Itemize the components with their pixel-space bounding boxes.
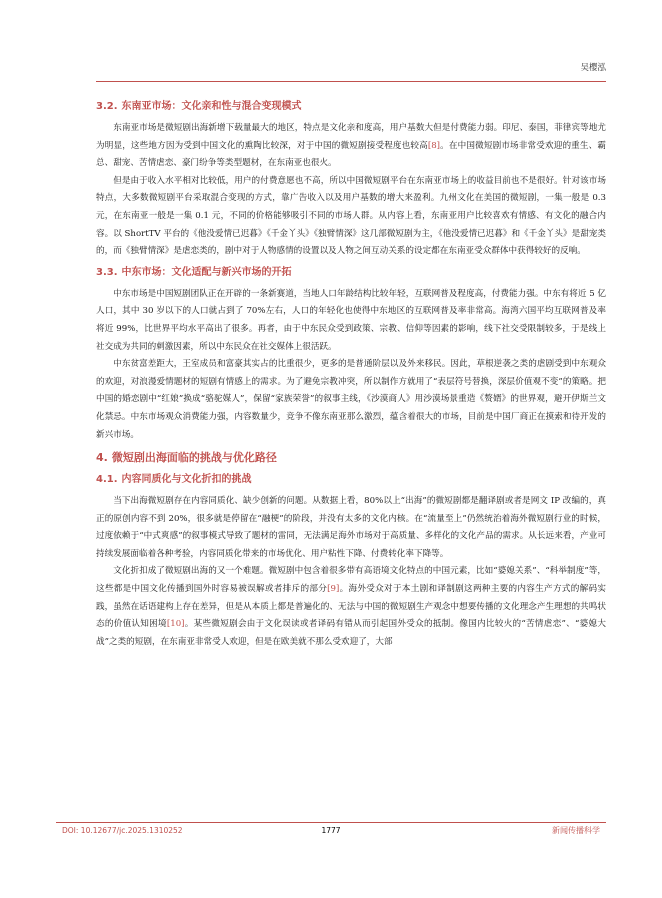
section-heading-3-3 bbox=[96, 264, 606, 282]
section-title: 微短剧出海面临的挑战与优化路径 bbox=[111, 451, 277, 465]
section-number: 4. bbox=[96, 451, 108, 465]
citation-link[interactable]: [8] bbox=[427, 140, 441, 151]
paragraph-text: 文化折扣成了微短剧出海的又一个难题。微短剧中包含着很多带有高语境文化特点的中国元素，比如“婆媳关系”、“科举制度”等，这些都是中国文化传播到国外时容易被误解或者排斥的部分 bbox=[96, 566, 606, 595]
paragraph-text: 东南亚市场是微短剧出海新增下载量最大的地区，特点是文化亲和度高，用户基数大但是付费能力弱。印尼、泰国，菲律宾等地尤为明显，这些地方因为受到中国文化的熏陶比较深，对于中国的微短剧接受程度也较高 bbox=[96, 123, 606, 151]
paragraph bbox=[96, 120, 606, 173]
page-number: 1777 bbox=[321, 826, 341, 835]
paragraph bbox=[96, 563, 606, 651]
footer-divider bbox=[56, 822, 606, 823]
section-title: 东南亚市场：文化亲和性与混合变现模式 bbox=[121, 101, 302, 112]
section-number: 3.2. bbox=[96, 101, 118, 112]
paragraph-text: 。海外受众对于本土剧和译制剧这两种主要的内容生产方式的解码实践，虽然在话语建构上存在差异，但是从本质上都是普遍化的、无法与中国的微短剧生产观念中想要传播的文化理念产生理想的共鸣状态的价值认知困境 bbox=[96, 584, 606, 630]
paragraph-text: 。在中国微短剧市场非常受欢迎的重生、霸总、甜宠、苦情虐恋、豪门纷争等类型题材，在东南亚也很火。 bbox=[96, 140, 606, 169]
journal-name: 新闻传播科学 bbox=[552, 826, 600, 835]
section-number: 4.1. bbox=[96, 474, 118, 486]
citation-link[interactable]: [10] bbox=[166, 619, 185, 630]
citation-link[interactable]: [9] bbox=[327, 584, 340, 595]
section-heading-4-1 bbox=[96, 471, 606, 489]
paragraph-text: 。某些微短剧会由于文化误读或者译码有错从而引起国外受众的抵制。像国内比较火的“苦情虐恋”、“婆媳大战”之类的短剧，在东南亚非常受人欢迎，但是在欧美就不那么受欢迎了，大部 bbox=[96, 619, 606, 647]
section-number: 3.3. bbox=[96, 266, 118, 278]
section-heading-3-2 bbox=[96, 98, 606, 116]
section-title: 内容同质化与文化折扣的挑战 bbox=[121, 474, 252, 486]
section-heading-4 bbox=[96, 448, 606, 468]
header-author: 吴樱泓 bbox=[580, 63, 606, 73]
paragraph: 但是由于收入水平相对比较低，用户的付费意愿也不高，所以中国微短剧平台在东南亚市场上的收益目前也不是很好。针对该市场特点，大多数微短剧平台采取混合变现的方式，靠广告收入以及用户基数的增大来盈利。九州文化在美国的微短剧，一集一般是 0.3 元，在东南亚一般是一集 0.1 元，不同的价格能够吸引不同的市场人群。从内容上看，东南亚用户比较喜欢有情感、有文化的融合内容。以 ShortTV 平台的《他没爱情已迟暮》《千金丫头》《独臂情深》这几部微短剧为主，《他没爱情已迟暮》和《千金丫头》是甜宠类的，而《独臂情深》是虐恋类的，剧中对于人物感情的设置以及人物之间互动关系的设定都在东南亚受众群体中获得较好的反响。 bbox=[96, 175, 606, 257]
paragraph: 当下出海微短剧存在内容同质化、缺少创新的问题。从数据上看，80%以上“出海”的微短剧都是翻译剧或者是网文 IP 改编的，真正的原创内容不到 20%，很多就是停留在“融梗”的阶段，并没有太多的文化内核。在“流量至上”仍然统治着海外微短剧行业的时候，过度依赖于“中式爽感”的叙事模式导致了题材的雷同，无法满足海外市场对于高质量、多样化的文化产品的需求。从长远来看，产业可持续发展面临着各种考验，内容同质化带来的市场优化、用户粘性下降、付费转化率下降等。 bbox=[96, 496, 606, 559]
paragraph: 中东市场是中国短剧团队正在开辟的一条新赛道，当地人口年龄结构比较年轻，互联网普及程度高，付费能力强。中东有将近 5 亿人口，其中 30 岁以下的人口就占到了 70%左右，人口的年轻化也使得中东地区的互联网普及率非常高。海湾六国平均互联网普及率将近 99%，比世界平均水平高出了很多。再者，由于中东民众受到政策、宗教、信仰等因素的影响，线下社交受限制较多，于是线上社交成为共同的刺激因素，所以中东民众在社交媒体上很活跃。 bbox=[96, 288, 606, 352]
main-content bbox=[96, 95, 606, 651]
footer-doi[interactable]: DOI: 10.12677/jc.2025.1310252 bbox=[62, 826, 183, 835]
header-divider bbox=[96, 81, 606, 82]
paragraph: 中东贫富差距大，王室成员和富豪其实占的比重很少，更多的是普通阶层以及外来移民。因此，草根逆袭之类的虐剧受到中东观众的欢迎，对浪漫爱情题材的短剧有情感上的需求。为了避免宗教冲突，所以制作方就用了“表层符号替换，深层价值观不变”的策略。把中国的婚恋剧中“红娘”换成“骆驼媒人”，保留“家族荣誉”的叙事主线，《沙漠商人》用沙漠场景重造《赘婿》的世界观，避开伊斯兰文化禁忌。中东市场观众消费能力强，内容数量少，竞争不像东南亚那么激烈，蕴含着很大的市场，目前是中国厂商正在摸索和待开发的新兴市场。 bbox=[96, 359, 606, 440]
section-title: 中东市场：文化适配与新兴市场的开拓 bbox=[121, 266, 292, 278]
